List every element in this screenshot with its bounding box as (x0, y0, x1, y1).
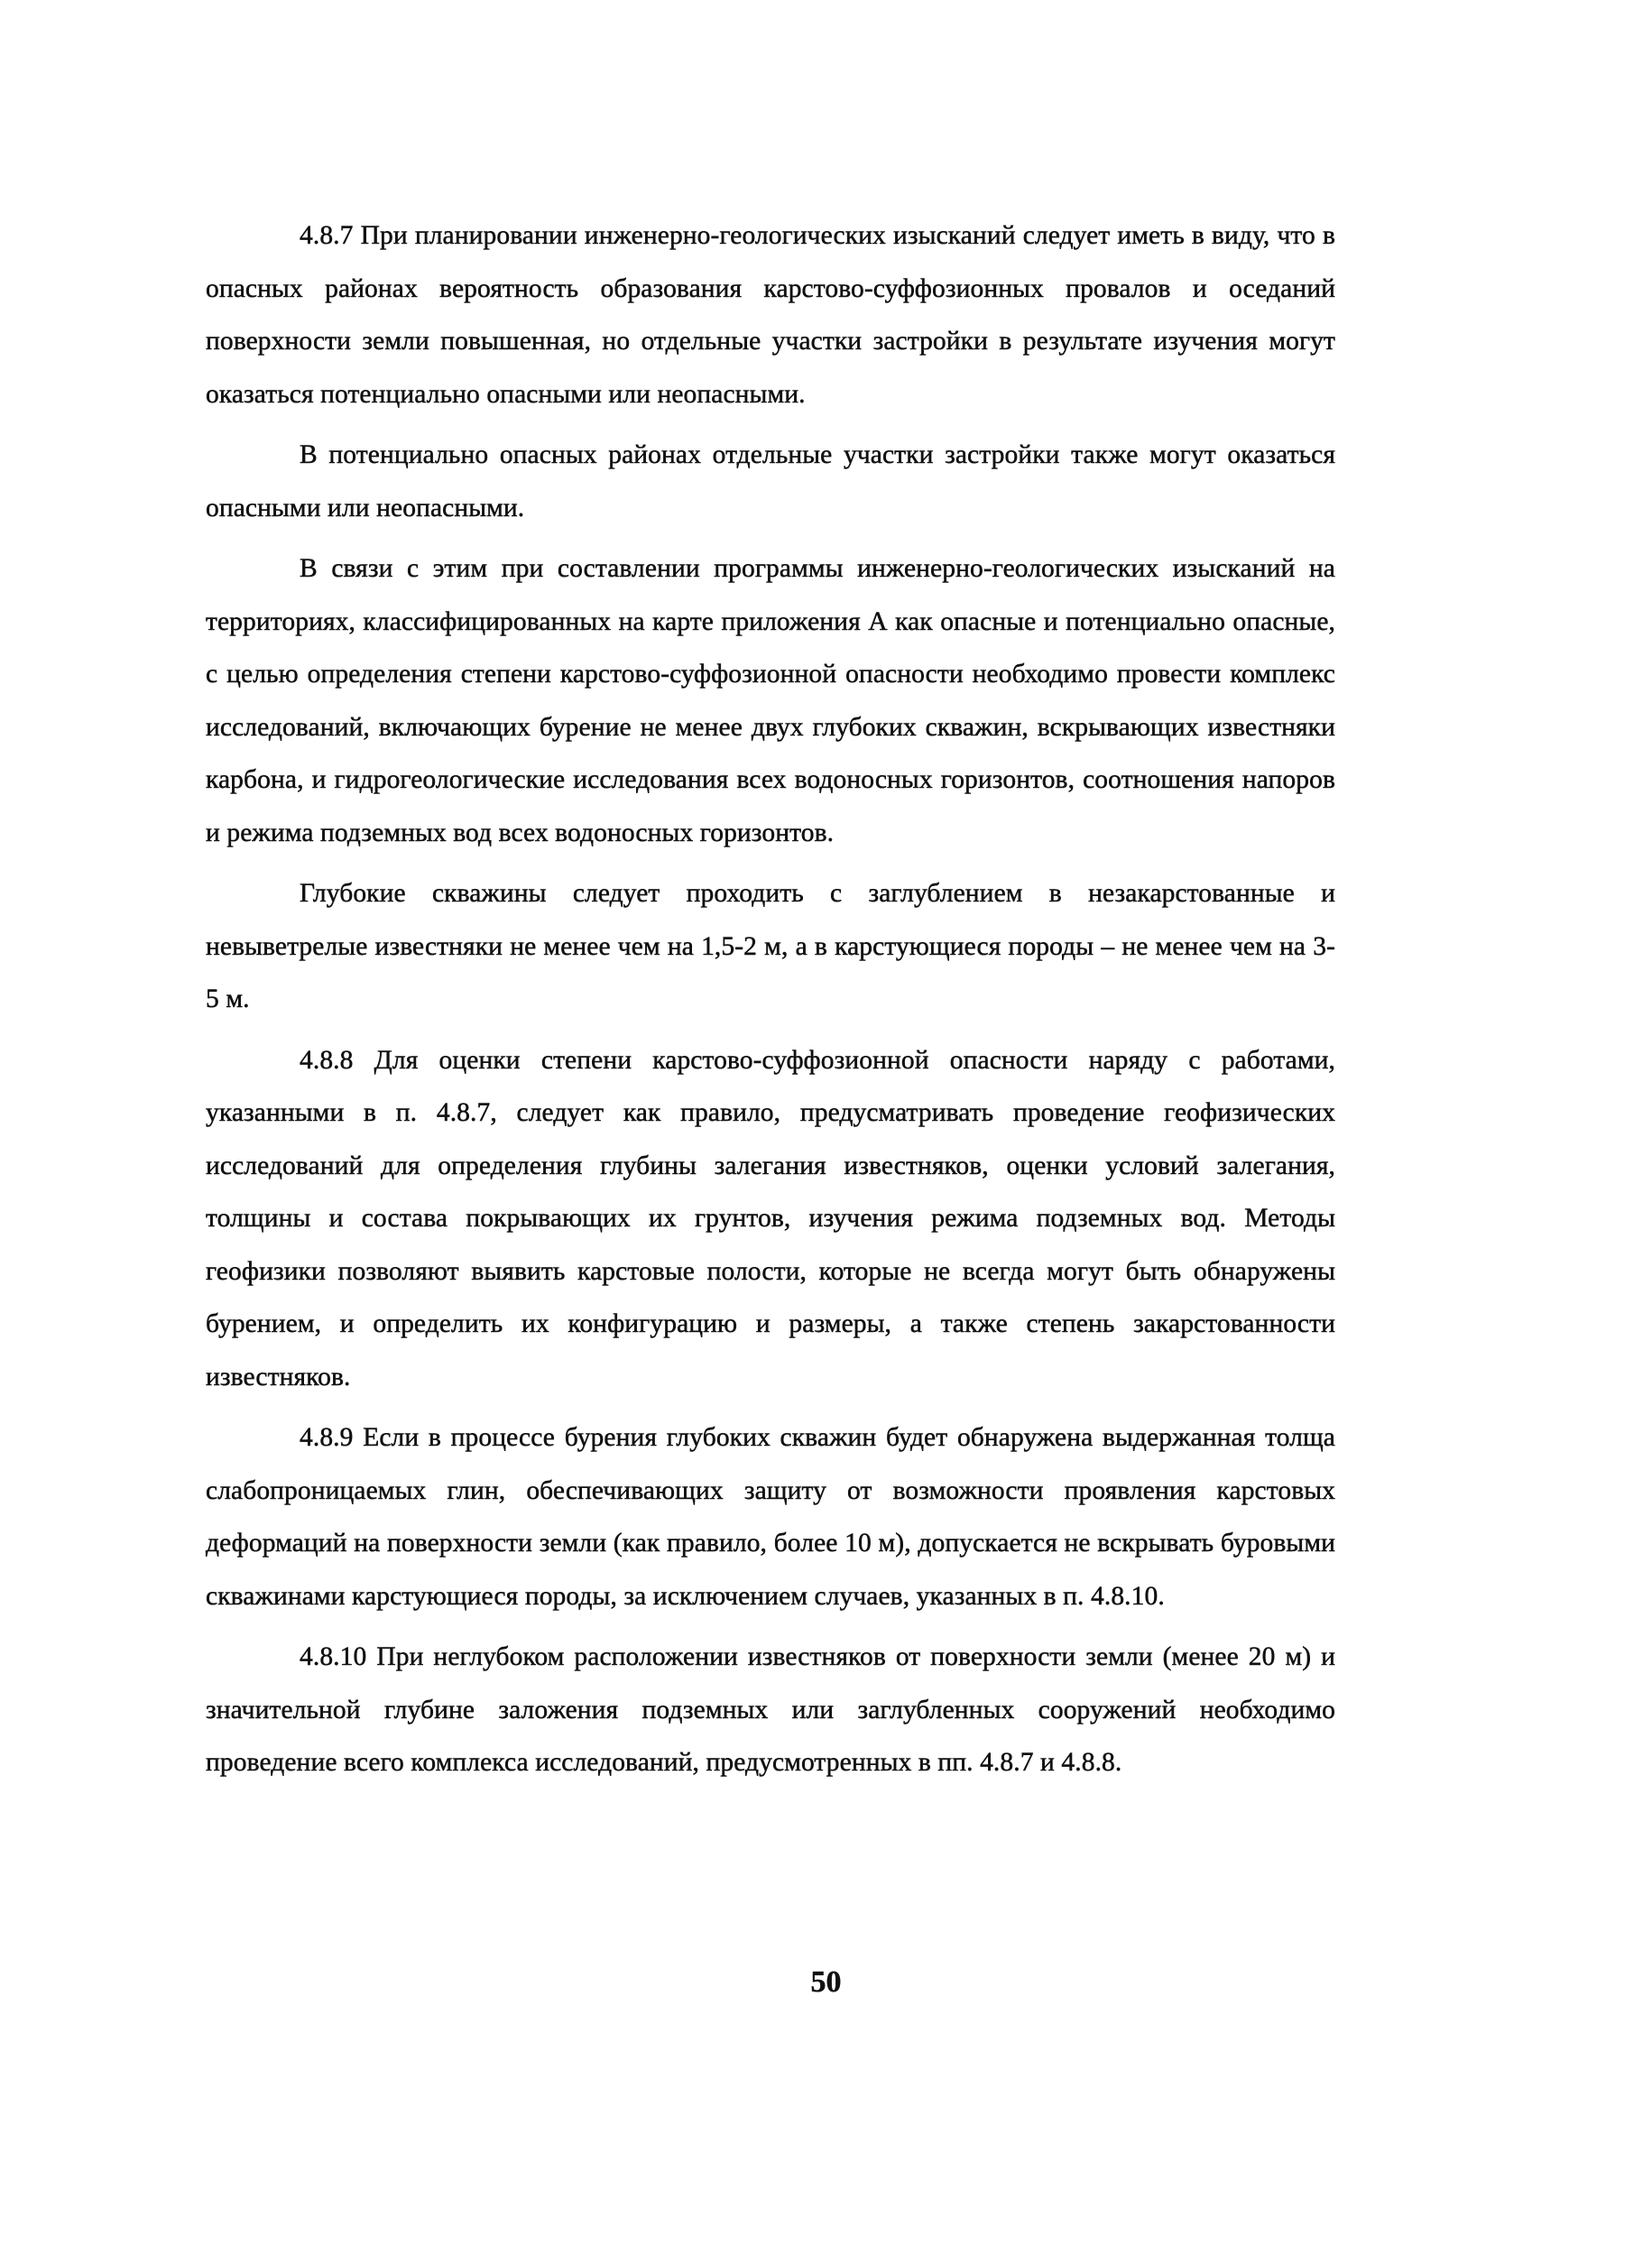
paragraph-4-8-8: 4.8.8 Для оценки степени карстово-суффозионной опасности наряду с работами, указанными в п. 4.8.7, следует как правило, предусматривать проведение геофизических исследований для определения глубины залегания известняков, оценки условий залегания, толщины и состава покрывающих их грунтов, изучения режима подземных вод. Методы геофизики позволяют выявить карстовые полости, которые не всегда могут быть обнаружены бурением, и определить их конфигурацию и размеры, а также степень закарстованности известняков. (206, 1045, 1335, 1391)
document-body (206, 209, 1335, 1798)
paragraph-potentially-dangerous-areas: В потенциально опасных районах отдельные участки застройки также могут оказаться опасными или неопасными. (206, 440, 1335, 522)
paragraph-4-8-10: 4.8.10 При неглубоком расположении известняков от поверхности земли (менее 20 м) и значительной глубине заложения подземных или заглубленных сооружений необходимо проведение всего комплекса исследований, предусмотренных в пп. 4.8.7 и 4.8.8. (206, 1642, 1335, 1777)
page-number: 50 (810, 1965, 842, 1999)
paragraph-4-8-9: 4.8.9 Если в процессе бурения глубоких скважин будет обнаружена выдержанная толща слабопроницаемых глин, обеспечивающих защиту от возможности проявления карстовых деформаций на поверхности земли (как правило, более 10 м), допускается не вскрывать буровыми скважинами карстующиеся породы, за исключением случаев, указанных в п. 4.8.10. (206, 1423, 1335, 1611)
paragraph-survey-program: В связи с этим при составлении программы инженерно-геологических изысканий на территориях, классифицированных на карте приложения А как опасные и потенциально опасные, с целью определения степени карстово-суффозионной опасности необходимо провести комплекс исследований, включающих бурение не менее двух глубоких скважин, вскрывающих известняки карбона, и гидрогеологические исследования всех водоносных горизонтов, соотношения напоров и режима подземных вод всех водоносных горизонтов. (206, 554, 1335, 847)
paragraph-4-8-7: 4.8.7 При планировании инженерно-геологических изысканий следует иметь в виду, что в опасных районах вероятность образования карстово-суффозионных провалов и оседаний поверхности земли повышенная, но отдельные участки застройки в результате изучения могут оказаться потенциально опасными или неопасными. (206, 221, 1335, 409)
paragraph-deep-wells: Глубокие скважины следует проходить с заглублением в незакарстованные и невыветрелые известняки не менее чем на 1,5-2 м, а в карстующиеся породы – не менее чем на 3-5 м. (206, 879, 1335, 1013)
